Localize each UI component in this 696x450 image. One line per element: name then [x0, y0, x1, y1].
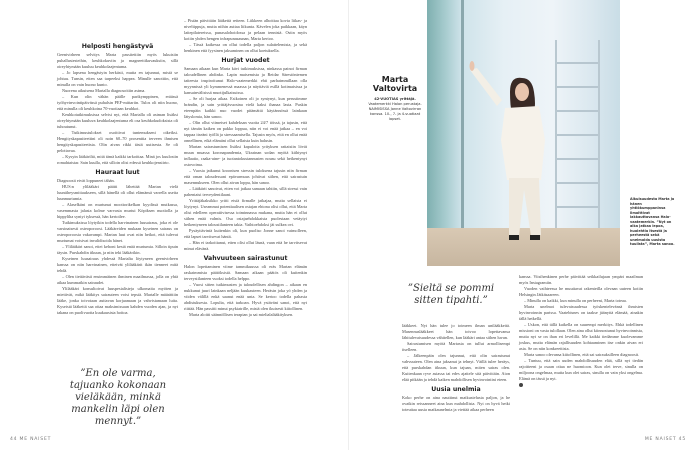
woman-in-white-suit-figure — [467, 60, 557, 250]
body-paragraph: Pysäyttävintä kuitenkin oli, kun puoliso Jonne sanoi vaimolleen, että lapset tarvitsevat häntä. — [184, 228, 307, 239]
body-paragraph: – Minulla on kaikki, kun minulla on perheeni, Marta toteaa. — [524, 298, 627, 303]
profile-bio — [367, 97, 423, 122]
pull-quote-right: ”Sieltä se pommi sitten tipahti.” — [407, 283, 495, 306]
body-paragraph: Yrittäjäkaksikko yritti etsiä firmalle jatkajaa, mutta sellaista ei löytynyt. Useammat potentiaalisen ostajan ehtona olisi ollut, että Marta olisi edelleen operatiivisessa toiminnassa mukana, mutta hän ei ollut siihen enää valmis. Osa ostajaehdokkaista puolestaan vetäytyi heikentyneen taloustilanteen takia. Vaihtoehdoksi jäi sulkea ovi. — [184, 198, 307, 227]
heading-uusia-unelmia: Uusia unelmia — [431, 386, 481, 393]
body-paragraph: – Tuntuu, että sain uuden mahdollisuuden elää, sillä nyt tiedän rajoitteeni ja osaan ottaa ne huomioon. Kun olet terve, sinulla on miljoona ongelmaa, mutta kun olet sairas, sinulla on vain yksi ongelma. Elämä on tässä ja nyt. — [519, 358, 643, 381]
left-column-2 — [184, 18, 307, 318]
body-paragraph: Geenivirheen selvitys Marta passitettiin myös lukuisiin puhallustesteihin, keuhkokuviin ja magneettikuvauksiin, sillä oireyhtymään kuuluu keuhkolaajentuma. — [57, 52, 178, 69]
body-paragraph: – Vuosia jatkunut kroonisen stressin tuloksena tajusin niin firman että oman taloudessani epävarmuus johtivat siihen, että sairastuin masennukseen. Olen ollut aivan loppu, hän sanoo. — [184, 168, 307, 185]
paragraph-group — [57, 52, 178, 166]
body-paragraph: Vuoden vaihteessa he muuttavat rakenteilla olevaan uuteen kotiin Helsingin Jätkäsaareen. — [519, 286, 643, 297]
heading-hurjat-vuodet: Hurjat vuodet — [221, 57, 270, 64]
heading-helposti-hengastyva: Helposti hengästyvä — [81, 43, 154, 50]
body-paragraph: – Pistän päivittäin lääkettä reiteen. Liikkeen alhoittaa kovia liikas- ja niveltippuja, mutta niihin auttaa liikunta. Kävelen joka paikkaan, käyn laitepilatereissa, punasalohoidossa ja pelaan tennistä. Ostin myös kotiin yhden hengen infrapunasaunan, Marta kertoo. — [184, 18, 307, 41]
heading-hauraat-luut: Hauraat luut — [95, 169, 140, 176]
body-paragraph: – Olin ollut viimeiset kahdeksan vuotta 24/7 töissä, ja tajusin, että nyt tämän kaiken on pakko loppua, niin ei voi enää jatkaa – en voi tappaa itseäni työllä ja stressaamisella. Tajusin myös, että en ollut enää onnellinen, eikä elämäni ollut sellaista kuin halusin. — [184, 120, 307, 143]
body-paragraph: Martan sairastumisen lisäksi kapuloita yrityksen rattaisiin lövät muun muassa koronapandemia, Ukrainan sodan myötä kiihtynyt inflaatio, raaka-aine- ja tuotantokustannusten nousu sekä heikentynyt ostovoima. — [184, 144, 307, 167]
photo-window-frame — [461, 0, 464, 235]
body-paragraph: lääkkeet. Nyt hän tulee jo toimeen ilman unilääkkeitä. Masennuslääkkeet hän toivoo lopettavansa lähitulevaisuudessa vähitellen, kun lääkäri antaa siihen luvan. — [402, 323, 510, 340]
body-paragraph: – Tässä kaikessa on ollut todella paljon sulattelemista, ja sekä henkinen että fyysinen jaksaminen on ollut koetuksella. — [184, 42, 307, 53]
body-paragraph: Sairastumisen myötä Martasta on tullut armollisempi itselleen. — [402, 341, 510, 352]
body-paragraph: Tutkimuksissa löytyikin todella harvinainen luusairaus, joka ei ole varsinaisesti osteoporoosi. Lääkäreiden mukaan kyseinen sairaus on osteoporoosia vakavampi. Martan luut ovat niin heikot, että tulevat murtumat voisivat invalidisoida hänet. — [57, 220, 178, 243]
body-paragraph: Diagnoosit eivät loppuneet tähän. — [57, 178, 115, 183]
body-paragraph: – Kysyin lääkäriltä, mitä tämä kaikki tarkoittaa. Minä jos kuulostin romahtaistar. Sain kuulla, että silloin olisi edessä keuhkojensiirto. — [57, 154, 178, 165]
portrait-photo — [427, 0, 620, 266]
body-paragraph: – Lääkärit sanoivat, etten voi jatkaa samaan tahtiin, sillä stressi vain pahentaisi terveydentilaani. — [184, 186, 307, 197]
left-column-1 — [57, 40, 178, 316]
body-paragraph: Kyseinen luusairaus yhdessä Martalta löytyneen geenivirheen kanssa on niin harvinainen, etteivät ylilääkärit ikän tienneet mitä tehdä. — [57, 256, 178, 273]
page-folio-left: 44 ME NAISET — [10, 437, 52, 442]
end-mark-icon — [519, 383, 523, 387]
body-paragraph: – Uskon, että tällä kaikella on suurempi merkitys. Ehkä todellinen missioni on vasta tulollaan. Olen aina ollut kiinnostunut hyvinvoinnista, mutta nyt se on ihan eri levelillä. Me kaikki tiedämme kuolevamme joskus, mutta elämän rajallisuuden kohtaaminen itse onkin aivan eri asia. Se on niin konkreettista. — [519, 322, 643, 351]
body-paragraph: – Vuosi sitten tutkimusten ja taloudellisen ahdingon – aikaan en nukkunut juuri lainkaan neljään kuukauteen. Heräsin joka yö yhden ja viiden välillä enkä saanut enää unta. Se kertoo todella pahasta ahdistuksesta. Lopulta, että tarkoan. Hyvä ystäväni sanoi, että nyt riittää. Hän passitti minut psykiatrille, mistä olen ikuisesti kiitollinen. — [184, 282, 307, 311]
body-paragraph: Nuorena aikuisena Martalla diagnosoitiin astma. — [62, 88, 146, 93]
heading-vahvuuteen-sairastunut: Vahvuuteen sairastunut — [203, 255, 288, 262]
body-paragraph: HUS:n ylilääkäri päätti lähettää Martan vielä luuntiheysmittaukseen, sillä hänellä oli ollut elämänsä varrella useita luunmurtumia. — [57, 184, 178, 201]
right-column-1 — [402, 323, 510, 413]
body-paragraph: – Kun olin vähän päälle parikymppinen, eräässä työhyvinvointipäivässä puhalsin PEF-mittariin. Tulos oli niin huono, että minulla oli keuhkoina 70-vuotiaan keuhkot. — [57, 94, 178, 111]
body-paragraph: – Olen tiettävästi ensimmäinen ihminen maailmassa, jolla on yhtä aikaa kummatkin sairaudet. — [57, 274, 178, 285]
paragraph-group — [184, 264, 307, 318]
paragraph-group — [57, 178, 178, 316]
body-paragraph: – Alaselkäni on murtunut moottorikelkan kyydissä mutkassa, vasemmasta jalasta kolme varvasta murtui Köpiksen nuotiolla ja hippyliha syntyi tyksessä, hän kertoilee. — [57, 202, 178, 219]
body-paragraph: – Jälkeenpäin olen tajunnut, että olin sairastunut vahvuuteen. Olen aina jaksanut ja tehnyt. Väillä tulee heräys, että purskahdan itkuun, kun tajuan, miten sairas olen. Kuitenkaan ryve asiassa tai edes ajattele sitä päivittäin. Aion elää pitkään ja tehdä kaiken mahdollisen hyvinvointini eteen. — [402, 353, 510, 382]
body-paragraph: Marta sanoo olevansa kiitollinen, että sai sairauksilleen diagnoosit. — [524, 352, 640, 357]
bio-text: Vaatemerkki Halon perustaja. NAIMISISSA Jonne Valtovirran kanssa. 10-, 7- ja 4-vuotiaat lapset. — [368, 102, 422, 121]
page-folio-right: ME NAISET 45 — [644, 437, 686, 442]
right-page — [348, 0, 696, 450]
body-paragraph: – Ylilääkäri sanoi, ettei kehoni kestä enää murtumia. Silloin tipuin täysin. Purskahdin itkuun, ja niin teki lääkärikin. — [57, 244, 178, 255]
photo-caption: Aikuisuudesta Marta ja hänen yhtiökumppaninsa ilmoittivat lakkauttavansa Halo-vaatemerkin. ”Nyt on aika jatkaa lepoa, huolehtia itsestä ja perheestä sekä unelmoida uusista tuulista”, Marta sanoo. — [630, 197, 675, 246]
body-paragraph: Halon lopettaminen viime tammikuussa oli eräs Martan elämän raskaimmista päätöksistä. Samaan aikaan päätös oli kuitenkin terveystilanteen vuoksi todella helppo. — [184, 264, 307, 281]
pull-quote: ”En ole varma, tajuanko kokonaan vieläkään, minkä mankelin läpi olen mennyt.” — [69, 368, 167, 427]
body-paragraph: Marta aloitti säännöllisen terapian ja sai mielialalääkityksen. — [189, 312, 294, 317]
photo-scaffolding — [555, 40, 600, 240]
body-paragraph: Keuhkotutkimuksissa selvisi nyt, että Martalla oli astman lisäksi oireyhtymään kuuluva keuhkolaajentuma eli osa keuhkokudoksista oli tuhoutunut. — [57, 112, 179, 129]
body-paragraph: Samaan aikaan kun Marta kävi tutkimuksissa, ninkassa painoi firman taloudellinen ahdinko. Lapin maisemista ja Reidar Särestöniemen taiteesta inspiroitunut Halo-vaatemerkki ehti parhaimmillaan olla myynnissä yli kymmenessä maassa ja näyttäviä esillä kotimaisissa ja kansainvälisissä muotijulkaisuissa. — [184, 66, 307, 95]
paragraph-group — [184, 18, 307, 54]
body-paragraph: – Se oli hurjaa aikaa. Esikoinen oli jo syntynyt, kun perustimme brändin, ja sain yrittäjävuosina vielä kaksi ihanaa lasta. Puskin eteenpäin kaikki nuo vuodet pitämättä käytännössä lainkaan lätyslomia, hän sanoo. — [184, 96, 307, 119]
paragraph-group — [402, 323, 510, 383]
body-paragraph: – Tutkimustulokset osoittivat tuntemukseni oikeiksi. Hengityskapasiteettini oli noin 60–70 prosenttia terveen ihmisen hengityskapasiteetista. Olin aivan rikki tästä uutisesta. Se oli pelottavaa. — [57, 130, 178, 153]
paragraph-group — [402, 395, 510, 413]
bio-lead: 42-VUOTIAS yrittäjä. — [374, 97, 416, 101]
profile-name: Marta Valtovirta — [372, 75, 418, 93]
body-paragraph: – Jo lapsena hengästyin herkästi, mutta en tajunnut, mistä se johtuu. Tunsin, etten saa tarpeeksi happea. Minulle sanottiin, että minulla on vain huono kunto. — [57, 70, 178, 87]
paragraph-group — [184, 66, 307, 252]
body-paragraph: Ylilääkäri konsultoivat luuspesialisteja ulkomaita myöten ja miettivät, mikä lääkitys sairauteen voisi tepsiä. Martalle määrättiin lääke, jonka toivotaan auttavan korjaamaan ja vahvistamaan luita. Kyseistä lääkettä saa ottaa maksimissaan kahden vuoden ajan, ja nyt takana on puolivuotta kuukausista hoitoa. — [57, 286, 178, 315]
body-paragraph: – Hän ei tarkoittanut, etten olisi ollut läsnä, vaan että he tarvitsevat minut elävänä. — [184, 240, 307, 251]
right-column-2 — [519, 274, 643, 388]
paragraph-group — [519, 274, 643, 382]
body-paragraph: Marta unelmoi tulevaisuudessa työskentelevänsä ihmisten hyvinvoinnin parissa. Vaatebisnes on taakse jäänyttä elämää, ainakin tällä hetkellä. — [519, 304, 643, 321]
body-paragraph: kanssa. Viisihenkinen perhe päivittää seikkailujaan ympäri maailman myös Instagramiin. — [519, 274, 643, 285]
body-paragraph: Koko perhe on aina nauttinut matkustelusta paljon, ja he ovatkin reissanneet aina kun mahdollista. Nyt on hyvä hetki toteuttaa uusia matkaunelmia ja viettää aikaa perheen — [402, 395, 510, 412]
